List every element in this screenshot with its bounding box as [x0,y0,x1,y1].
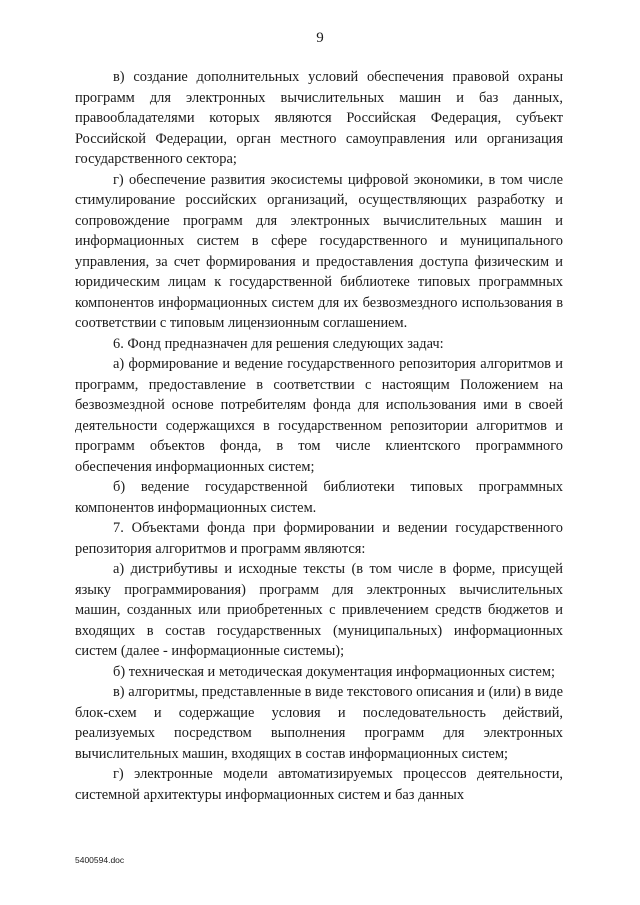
page-number: 9 [316,30,324,46]
paragraph-6a-repository: а) формирование и ведение государственного репозитория алгоритмов и программ, предоставление в соответствии с настоящим Положением на безвозмездной основе потребителям фонда для использования ими в своей деятельности содержащихся в государственном репозитории алгоритмов и программ объектов фонда, в том числе клиентского программного обеспечения информационных систем; [75,356,563,475]
paragraph-g-digital-economy: г) обеспечение развития экосистемы цифровой экономики, в том числе стимулирование российских организаций, осуществляющих разработку и сопровождение программ для электронных вычислительных машин и информационных систем в сфере государственного и муниципального управления, за счет формирования и предоставления доступа физическим и юридическим лицам к государственной библиотеке типовых программных компонентов информационных систем для их безвозмездного использования в соответствии с типовым лицензионным соглашением. [75,171,563,331]
paragraph-7b-documentation: б) техническая и методическая документация информационных систем; [113,663,555,680]
paragraph-6b-library: б) ведение государственной библиотеки типовых программных компонентов информационных систем. [75,479,563,516]
paragraph-7a-distributives: а) дистрибутивы и исходные тексты (в том числе в форме, присущей языку программирования) программ для электронных вычислительных машин, созданных или приобретенных с привлечением средств бюджетов и входящих в состав государственных (муниципальных) информационных систем (далее - информационные системы); [75,561,563,659]
paragraph-7v-algorithms: в) алгоритмы, представленные в виде текстового описания и (или) в виде блок-схем и содержащие условия и последовательность действий, реализуемых посредством выполнения программ для электронных вычислительных машин, входящих в состав информационных систем; [75,684,563,762]
document-body [75,67,563,805]
paragraph-7-fund-objects: 7. Объектами фонда при формировании и ведении государственного репозитория алгоритмов и программ являются: [75,520,563,557]
paragraph-7g-electronic-models: г) электронные модели автоматизируемых процессов деятельности, системной архитектуры информационных систем и баз данных [75,766,563,803]
paragraph-6-fund-tasks: 6. Фонд предназначен для решения следующих задач: [113,335,444,352]
paragraph-v-legal-protection: в) создание дополнительных условий обеспечения правовой охраны программ для электронных вычислительных машин и баз данных, правообладателями которых являются Российская Федерация, субъект Российской Федерации, орган местного самоуправления или организация государственного сектора; [75,69,563,167]
footer-file-code: 5400594.doc [75,855,125,865]
